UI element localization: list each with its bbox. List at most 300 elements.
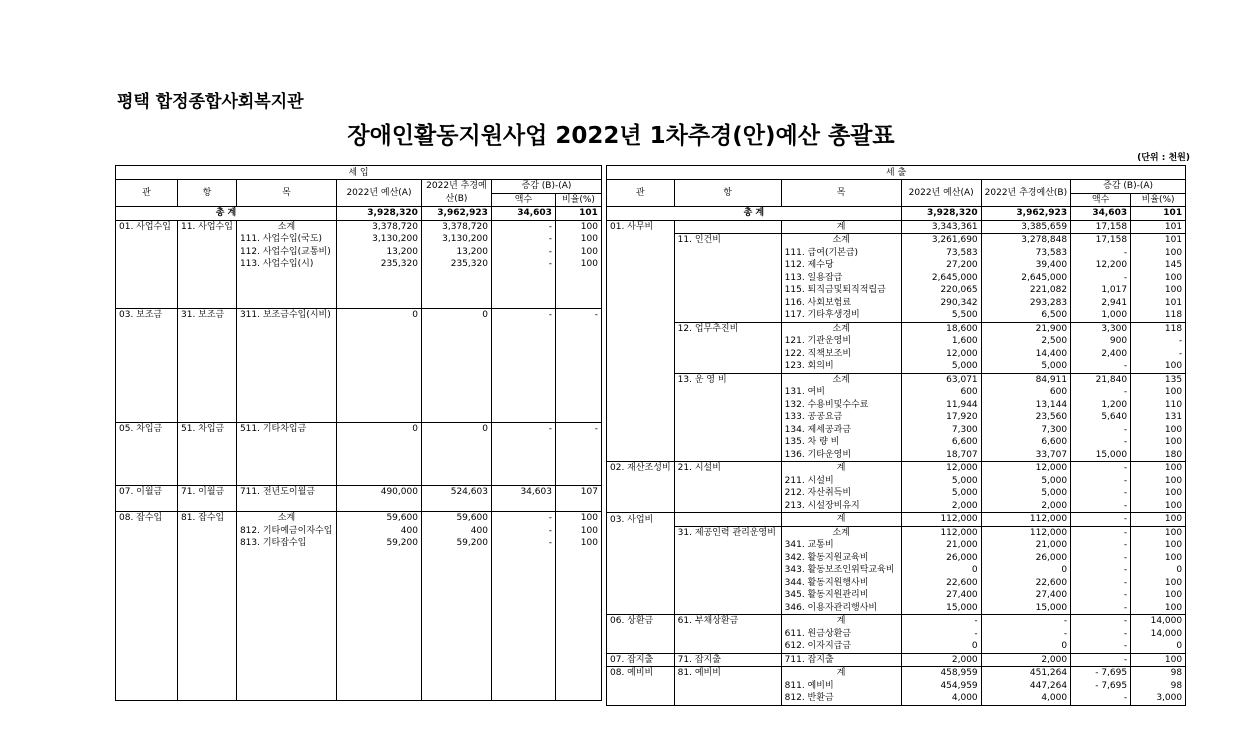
- cell-supp: 0: [421, 422, 491, 435]
- cell-supp: 3,278,848: [981, 234, 1070, 247]
- cell-diff: -: [491, 309, 555, 322]
- cell-mok: 소계: [781, 322, 901, 335]
- cell-diff: -: [1071, 424, 1131, 437]
- table-row: [116, 296, 602, 309]
- cell-rate: 98: [1131, 667, 1186, 680]
- cell-supp: [421, 625, 491, 638]
- cell-mok: 812. 반환금: [781, 692, 901, 705]
- cell-diff: [491, 397, 555, 410]
- cell-hang: [674, 628, 781, 641]
- cell-mok: 342. 활동지원교육비: [781, 552, 901, 565]
- cell-rate: [555, 283, 601, 296]
- cell-supp: 26,000: [981, 552, 1070, 565]
- table-row: [116, 562, 602, 575]
- cell-mok: 211. 시설비: [781, 475, 901, 488]
- cell-rate: 100: [1131, 247, 1186, 260]
- table-row: [607, 680, 1186, 693]
- cell-hang: [178, 687, 237, 700]
- cell-rate: 100: [1131, 475, 1186, 488]
- cell-gwan: [607, 589, 675, 602]
- table-row: [116, 499, 602, 512]
- cell-supp: 84,911: [981, 373, 1070, 386]
- cell-budget: [336, 384, 421, 397]
- cell-hang: [674, 640, 781, 653]
- cell-mok: [236, 271, 336, 284]
- cell-diff: [491, 662, 555, 675]
- cell-mok: 611. 원금상환금: [781, 628, 901, 641]
- cell-supp: [421, 600, 491, 613]
- cell-gwan: [116, 460, 178, 473]
- cell-hang: [674, 272, 781, 285]
- cell-hang: [178, 334, 237, 347]
- cell-rate: 100: [555, 537, 601, 550]
- table-row: [607, 615, 1186, 628]
- col-amount: 액수: [491, 193, 555, 207]
- cell-hang: [178, 662, 237, 675]
- cell-budget: 6,600: [901, 436, 981, 449]
- expense-table: [606, 165, 1186, 706]
- col-supp: 2022년 추경예산(B): [421, 180, 491, 207]
- cell-mok: 소계: [781, 373, 901, 386]
- cell-hang: [178, 600, 237, 613]
- cell-hang: [178, 233, 237, 246]
- cell-diff: [491, 409, 555, 422]
- cell-mok: 소계: [236, 512, 336, 525]
- cell-rate: 100: [1131, 500, 1186, 513]
- cell-diff: -: [491, 525, 555, 538]
- cell-supp: 23,560: [981, 411, 1070, 424]
- table-row: [116, 662, 602, 675]
- cell-mok: 111. 급여(기본급): [781, 247, 901, 260]
- table-row: [607, 360, 1186, 373]
- total-supp: 3,962,923: [981, 207, 1070, 221]
- cell-budget: 600: [901, 386, 981, 399]
- cell-mok: [236, 499, 336, 512]
- cell-hang: [178, 675, 237, 688]
- cell-hang: [674, 513, 781, 527]
- cell-budget: 27,200: [901, 259, 981, 272]
- cell-budget: 11,944: [901, 399, 981, 412]
- cell-diff: -: [1071, 526, 1131, 539]
- table-row: [116, 460, 602, 473]
- cell-mok: [236, 587, 336, 600]
- table-row: [116, 322, 602, 335]
- cell-budget: 220,065: [901, 284, 981, 297]
- table-row: [607, 487, 1186, 500]
- cell-hang: [674, 487, 781, 500]
- cell-hang: [674, 577, 781, 590]
- cell-supp: 524,603: [421, 486, 491, 499]
- table-row: [116, 384, 602, 397]
- cell-budget: 0: [336, 422, 421, 435]
- cell-supp: 13,200: [421, 246, 491, 259]
- cell-hang: [178, 537, 237, 550]
- cell-diff: -: [1071, 552, 1131, 565]
- cell-supp: 21,900: [981, 322, 1070, 335]
- cell-hang: [178, 612, 237, 625]
- cell-diff: -: [1071, 360, 1131, 373]
- cell-mok: 612. 이자지급금: [781, 640, 901, 653]
- expense-section-header: 세 출: [607, 166, 1186, 180]
- cell-supp: [421, 359, 491, 372]
- cell-hang: [178, 499, 237, 512]
- total-supp: 3,962,923: [421, 207, 491, 221]
- cell-gwan: [116, 587, 178, 600]
- cell-hang: [674, 335, 781, 348]
- cell-mok: [236, 687, 336, 700]
- cell-rate: [555, 473, 601, 486]
- cell-budget: 21,000: [901, 539, 981, 552]
- cell-rate: [555, 637, 601, 650]
- cell-rate: 100: [555, 512, 601, 525]
- cell-rate: 100: [555, 220, 601, 233]
- cell-gwan: [607, 360, 675, 373]
- table-row: [607, 247, 1186, 260]
- col-diff: 증감 (B)-(A): [491, 180, 601, 194]
- cell-hang: [178, 435, 237, 448]
- cell-budget: [336, 271, 421, 284]
- cell-supp: 2,645,000: [981, 272, 1070, 285]
- cell-gwan: 03. 보조금: [116, 309, 178, 322]
- total-label: 총 계: [607, 207, 902, 221]
- cell-diff: -: [1071, 628, 1131, 641]
- table-row: [607, 309, 1186, 322]
- cell-gwan: [116, 435, 178, 448]
- table-row: [116, 283, 602, 296]
- table-row: [607, 475, 1186, 488]
- cell-supp: [421, 612, 491, 625]
- cell-gwan: [607, 552, 675, 565]
- cell-diff: 12,200: [1071, 259, 1131, 272]
- cell-gwan: [607, 640, 675, 653]
- table-row: [116, 309, 602, 322]
- cell-gwan: [607, 424, 675, 437]
- table-row: [116, 550, 602, 563]
- cell-diff: 15,000: [1071, 449, 1131, 462]
- cell-mok: 123. 회의비: [781, 360, 901, 373]
- cell-mok: [236, 612, 336, 625]
- cell-hang: [178, 246, 237, 259]
- table-row: [116, 473, 602, 486]
- cell-hang: 51. 차입금: [178, 422, 237, 435]
- cell-hang: [178, 460, 237, 473]
- table-row: [607, 399, 1186, 412]
- table-row: [116, 612, 602, 625]
- cell-gwan: [116, 612, 178, 625]
- table-row: [116, 512, 602, 525]
- cell-diff: [491, 575, 555, 588]
- cell-budget: 4,000: [901, 692, 981, 705]
- cell-gwan: [116, 246, 178, 259]
- cell-diff: -: [1071, 577, 1131, 590]
- col-diff: 증감 (B)-(A): [1071, 180, 1186, 194]
- cell-rate: [555, 435, 601, 448]
- income-table: [115, 165, 602, 701]
- cell-supp: [421, 460, 491, 473]
- cell-hang: [178, 384, 237, 397]
- cell-hang: [674, 411, 781, 424]
- cell-rate: 100: [555, 258, 601, 271]
- cell-gwan: 08. 잡수입: [116, 512, 178, 525]
- cell-rate: [555, 409, 601, 422]
- col-supp: 2022년 추경예산(B): [981, 180, 1070, 207]
- cell-diff: 21,840: [1071, 373, 1131, 386]
- cell-rate: 118: [1131, 322, 1186, 335]
- cell-gwan: [116, 347, 178, 360]
- table-row: [607, 564, 1186, 577]
- cell-budget: 1,600: [901, 335, 981, 348]
- cell-hang: [178, 625, 237, 638]
- cell-mok: [236, 334, 336, 347]
- table-row: [607, 335, 1186, 348]
- cell-hang: [178, 258, 237, 271]
- cell-gwan: 07. 이월금: [116, 486, 178, 499]
- cell-rate: 3,000: [1131, 692, 1186, 705]
- cell-budget: 63,071: [901, 373, 981, 386]
- cell-gwan: [607, 539, 675, 552]
- cell-rate: -: [1131, 335, 1186, 348]
- cell-rate: [555, 687, 601, 700]
- cell-hang: [674, 500, 781, 513]
- cell-budget: 3,261,690: [901, 234, 981, 247]
- cell-budget: [336, 575, 421, 588]
- cell-rate: 101: [1131, 297, 1186, 310]
- cell-hang: [178, 271, 237, 284]
- cell-diff: -: [1071, 589, 1131, 602]
- cell-gwan: [607, 386, 675, 399]
- table-row: [607, 500, 1186, 513]
- cell-mok: [236, 550, 336, 563]
- cell-gwan: [116, 625, 178, 638]
- cell-hang: 31. 보조금: [178, 309, 237, 322]
- cell-mok: [236, 675, 336, 688]
- cell-gwan: [116, 372, 178, 385]
- cell-rate: 100: [555, 246, 601, 259]
- cell-rate: 98: [1131, 680, 1186, 693]
- cell-supp: 7,300: [981, 424, 1070, 437]
- table-row: [116, 347, 602, 360]
- cell-budget: 0: [901, 640, 981, 653]
- cell-rate: 0: [1131, 640, 1186, 653]
- cell-gwan: [607, 475, 675, 488]
- cell-budget: 73,583: [901, 247, 981, 260]
- cell-budget: [336, 687, 421, 700]
- cell-mok: [236, 575, 336, 588]
- table-row: [116, 600, 602, 613]
- cell-diff: [491, 296, 555, 309]
- cell-mok: 811. 예비비: [781, 680, 901, 693]
- cell-budget: 12,000: [901, 462, 981, 475]
- cell-rate: 107: [555, 486, 601, 499]
- cell-budget: [336, 448, 421, 461]
- cell-hang: [674, 309, 781, 322]
- cell-supp: 6,600: [981, 436, 1070, 449]
- cell-supp: 3,378,720: [421, 220, 491, 233]
- table-row: [116, 409, 602, 422]
- cell-gwan: [116, 322, 178, 335]
- cell-gwan: [116, 283, 178, 296]
- cell-mok: [236, 625, 336, 638]
- cell-supp: 15,000: [981, 602, 1070, 615]
- cell-hang: [674, 220, 781, 234]
- cell-gwan: [116, 397, 178, 410]
- cell-diff: [491, 650, 555, 663]
- col-budget: 2022년 예산(A): [336, 180, 421, 207]
- cell-budget: [336, 359, 421, 372]
- cell-diff: 2,941: [1071, 297, 1131, 310]
- cell-diff: 3,300: [1071, 322, 1131, 335]
- cell-supp: [421, 271, 491, 284]
- col-amount: 액수: [1071, 193, 1131, 207]
- cell-hang: [674, 424, 781, 437]
- cell-diff: -: [491, 220, 555, 233]
- cell-rate: 100: [1131, 424, 1186, 437]
- cell-supp: [421, 662, 491, 675]
- cell-budget: 490,000: [336, 486, 421, 499]
- table-row: [116, 486, 602, 499]
- cell-gwan: [116, 271, 178, 284]
- cell-diff: [491, 384, 555, 397]
- cell-budget: 454,959: [901, 680, 981, 693]
- cell-budget: [336, 650, 421, 663]
- cell-mok: [236, 397, 336, 410]
- cell-hang: [674, 692, 781, 705]
- table-row: [607, 436, 1186, 449]
- cell-gwan: [607, 322, 675, 335]
- cell-supp: 221,082: [981, 284, 1070, 297]
- cell-budget: 400: [336, 525, 421, 538]
- cell-mok: [236, 637, 336, 650]
- cell-diff: -: [1071, 602, 1131, 615]
- cell-supp: [421, 687, 491, 700]
- cell-diff: -: [1071, 513, 1131, 527]
- cell-hang: [178, 372, 237, 385]
- cell-mok: 계: [781, 220, 901, 234]
- cell-supp: [421, 384, 491, 397]
- col-mok: 목: [781, 180, 901, 207]
- cell-mok: [236, 359, 336, 372]
- cell-diff: [491, 625, 555, 638]
- cell-supp: [421, 409, 491, 422]
- cell-budget: [336, 612, 421, 625]
- cell-supp: 22,600: [981, 577, 1070, 590]
- cell-rate: 100: [1131, 552, 1186, 565]
- cell-supp: [421, 397, 491, 410]
- cell-gwan: [607, 259, 675, 272]
- cell-budget: [336, 587, 421, 600]
- cell-supp: [421, 473, 491, 486]
- cell-mok: [236, 435, 336, 448]
- cell-rate: [555, 372, 601, 385]
- cell-supp: [421, 637, 491, 650]
- cell-hang: 61. 부채상환금: [674, 615, 781, 628]
- table-row: [116, 687, 602, 700]
- cell-supp: [421, 675, 491, 688]
- cell-budget: 7,300: [901, 424, 981, 437]
- table-row: [116, 525, 602, 538]
- cell-gwan: [116, 448, 178, 461]
- cell-budget: 3,343,361: [901, 220, 981, 234]
- cell-budget: [336, 562, 421, 575]
- cell-diff: -: [1071, 247, 1131, 260]
- cell-budget: [336, 550, 421, 563]
- table-row: [607, 628, 1186, 641]
- cell-hang: [674, 436, 781, 449]
- cell-rate: [555, 575, 601, 588]
- cell-mok: [236, 283, 336, 296]
- table-row: [116, 575, 602, 588]
- cell-budget: 112,000: [901, 526, 981, 539]
- cell-rate: 100: [1131, 513, 1186, 527]
- cell-supp: 5,000: [981, 360, 1070, 373]
- cell-gwan: [607, 692, 675, 705]
- cell-diff: - 7,695: [1071, 680, 1131, 693]
- cell-budget: [336, 499, 421, 512]
- cell-hang: [178, 448, 237, 461]
- cell-budget: 59,200: [336, 537, 421, 550]
- cell-rate: 100: [555, 233, 601, 246]
- table-row: [607, 348, 1186, 361]
- cell-diff: [491, 562, 555, 575]
- cell-hang: 13. 운 영 비: [674, 373, 781, 386]
- cell-supp: 0: [981, 640, 1070, 653]
- cell-gwan: [116, 525, 178, 538]
- cell-mok: 111. 사업수입(국도): [236, 233, 336, 246]
- cell-diff: 5,640: [1071, 411, 1131, 424]
- cell-gwan: [607, 297, 675, 310]
- cell-supp: 33,707: [981, 449, 1070, 462]
- cell-mok: [236, 460, 336, 473]
- cell-mok: 711. 잡지출: [781, 653, 901, 667]
- cell-gwan: [116, 359, 178, 372]
- cell-supp: [421, 435, 491, 448]
- cell-supp: [421, 499, 491, 512]
- cell-supp: 12,000: [981, 462, 1070, 475]
- cell-gwan: [607, 526, 675, 539]
- cell-hang: [178, 587, 237, 600]
- cell-diff: - 7,695: [1071, 667, 1131, 680]
- cell-gwan: 01. 사업수입: [116, 220, 178, 233]
- cell-hang: [178, 637, 237, 650]
- cell-diff: -: [1071, 487, 1131, 500]
- cell-budget: [336, 283, 421, 296]
- cell-gwan: [607, 284, 675, 297]
- total-budget: 3,928,320: [901, 207, 981, 221]
- cell-mok: 341. 교통비: [781, 539, 901, 552]
- total-rate: 101: [555, 207, 601, 221]
- cell-mok: [236, 600, 336, 613]
- cell-diff: 17,158: [1071, 220, 1131, 234]
- cell-mok: 212. 자산취득비: [781, 487, 901, 500]
- cell-hang: [178, 322, 237, 335]
- table-row: [607, 272, 1186, 285]
- table-row: [607, 653, 1186, 667]
- cell-budget: [336, 473, 421, 486]
- cell-rate: 100: [1131, 386, 1186, 399]
- table-row: [607, 667, 1186, 680]
- cell-diff: -: [491, 233, 555, 246]
- table-row: [116, 246, 602, 259]
- cell-budget: [336, 625, 421, 638]
- cell-diff: [491, 687, 555, 700]
- cell-mok: 계: [781, 615, 901, 628]
- cell-diff: [491, 372, 555, 385]
- cell-gwan: [607, 348, 675, 361]
- cell-rate: 100: [1131, 577, 1186, 590]
- cell-supp: [421, 283, 491, 296]
- cell-gwan: [116, 296, 178, 309]
- cell-supp: 13,144: [981, 399, 1070, 412]
